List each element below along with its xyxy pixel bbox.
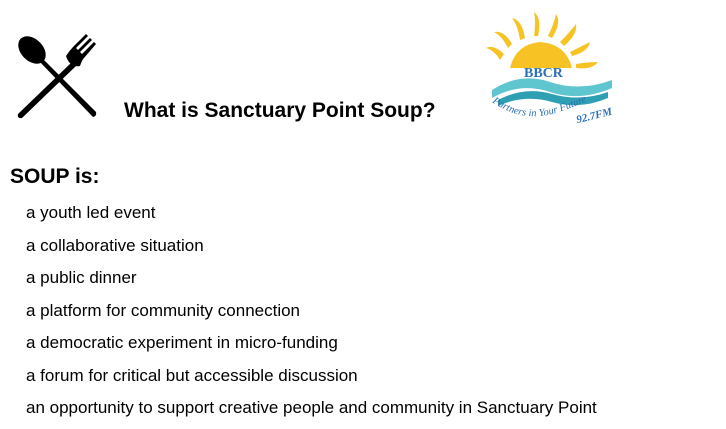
list-item: an opportunity to support creative people and community in Sanctuary Point (26, 398, 597, 417)
list-item: a platform for community connection (26, 300, 301, 320)
soup-definition-list (26, 201, 597, 429)
logo-tagline: Partners in Your Future (490, 93, 589, 120)
logo-name: BBCR (524, 66, 563, 81)
page-title: What is Sanctuary Point Soup? (124, 99, 436, 122)
bbcr-logo (480, 10, 622, 128)
list-item: a youth led event (26, 203, 156, 222)
list-item: a democratic experiment in micro-funding (26, 333, 338, 352)
list-item: a collaborative situation (26, 235, 204, 255)
list-item: a public dinner (26, 268, 137, 287)
spoon-fork-crossed-icon (10, 30, 102, 122)
list-item: a forum for critical but accessible discussion (26, 365, 358, 385)
logo-frequency: 92.7FM (575, 105, 614, 127)
section-heading: SOUP is: (10, 165, 100, 188)
waves-icon (492, 78, 612, 106)
sun-rays-icon (486, 12, 598, 68)
